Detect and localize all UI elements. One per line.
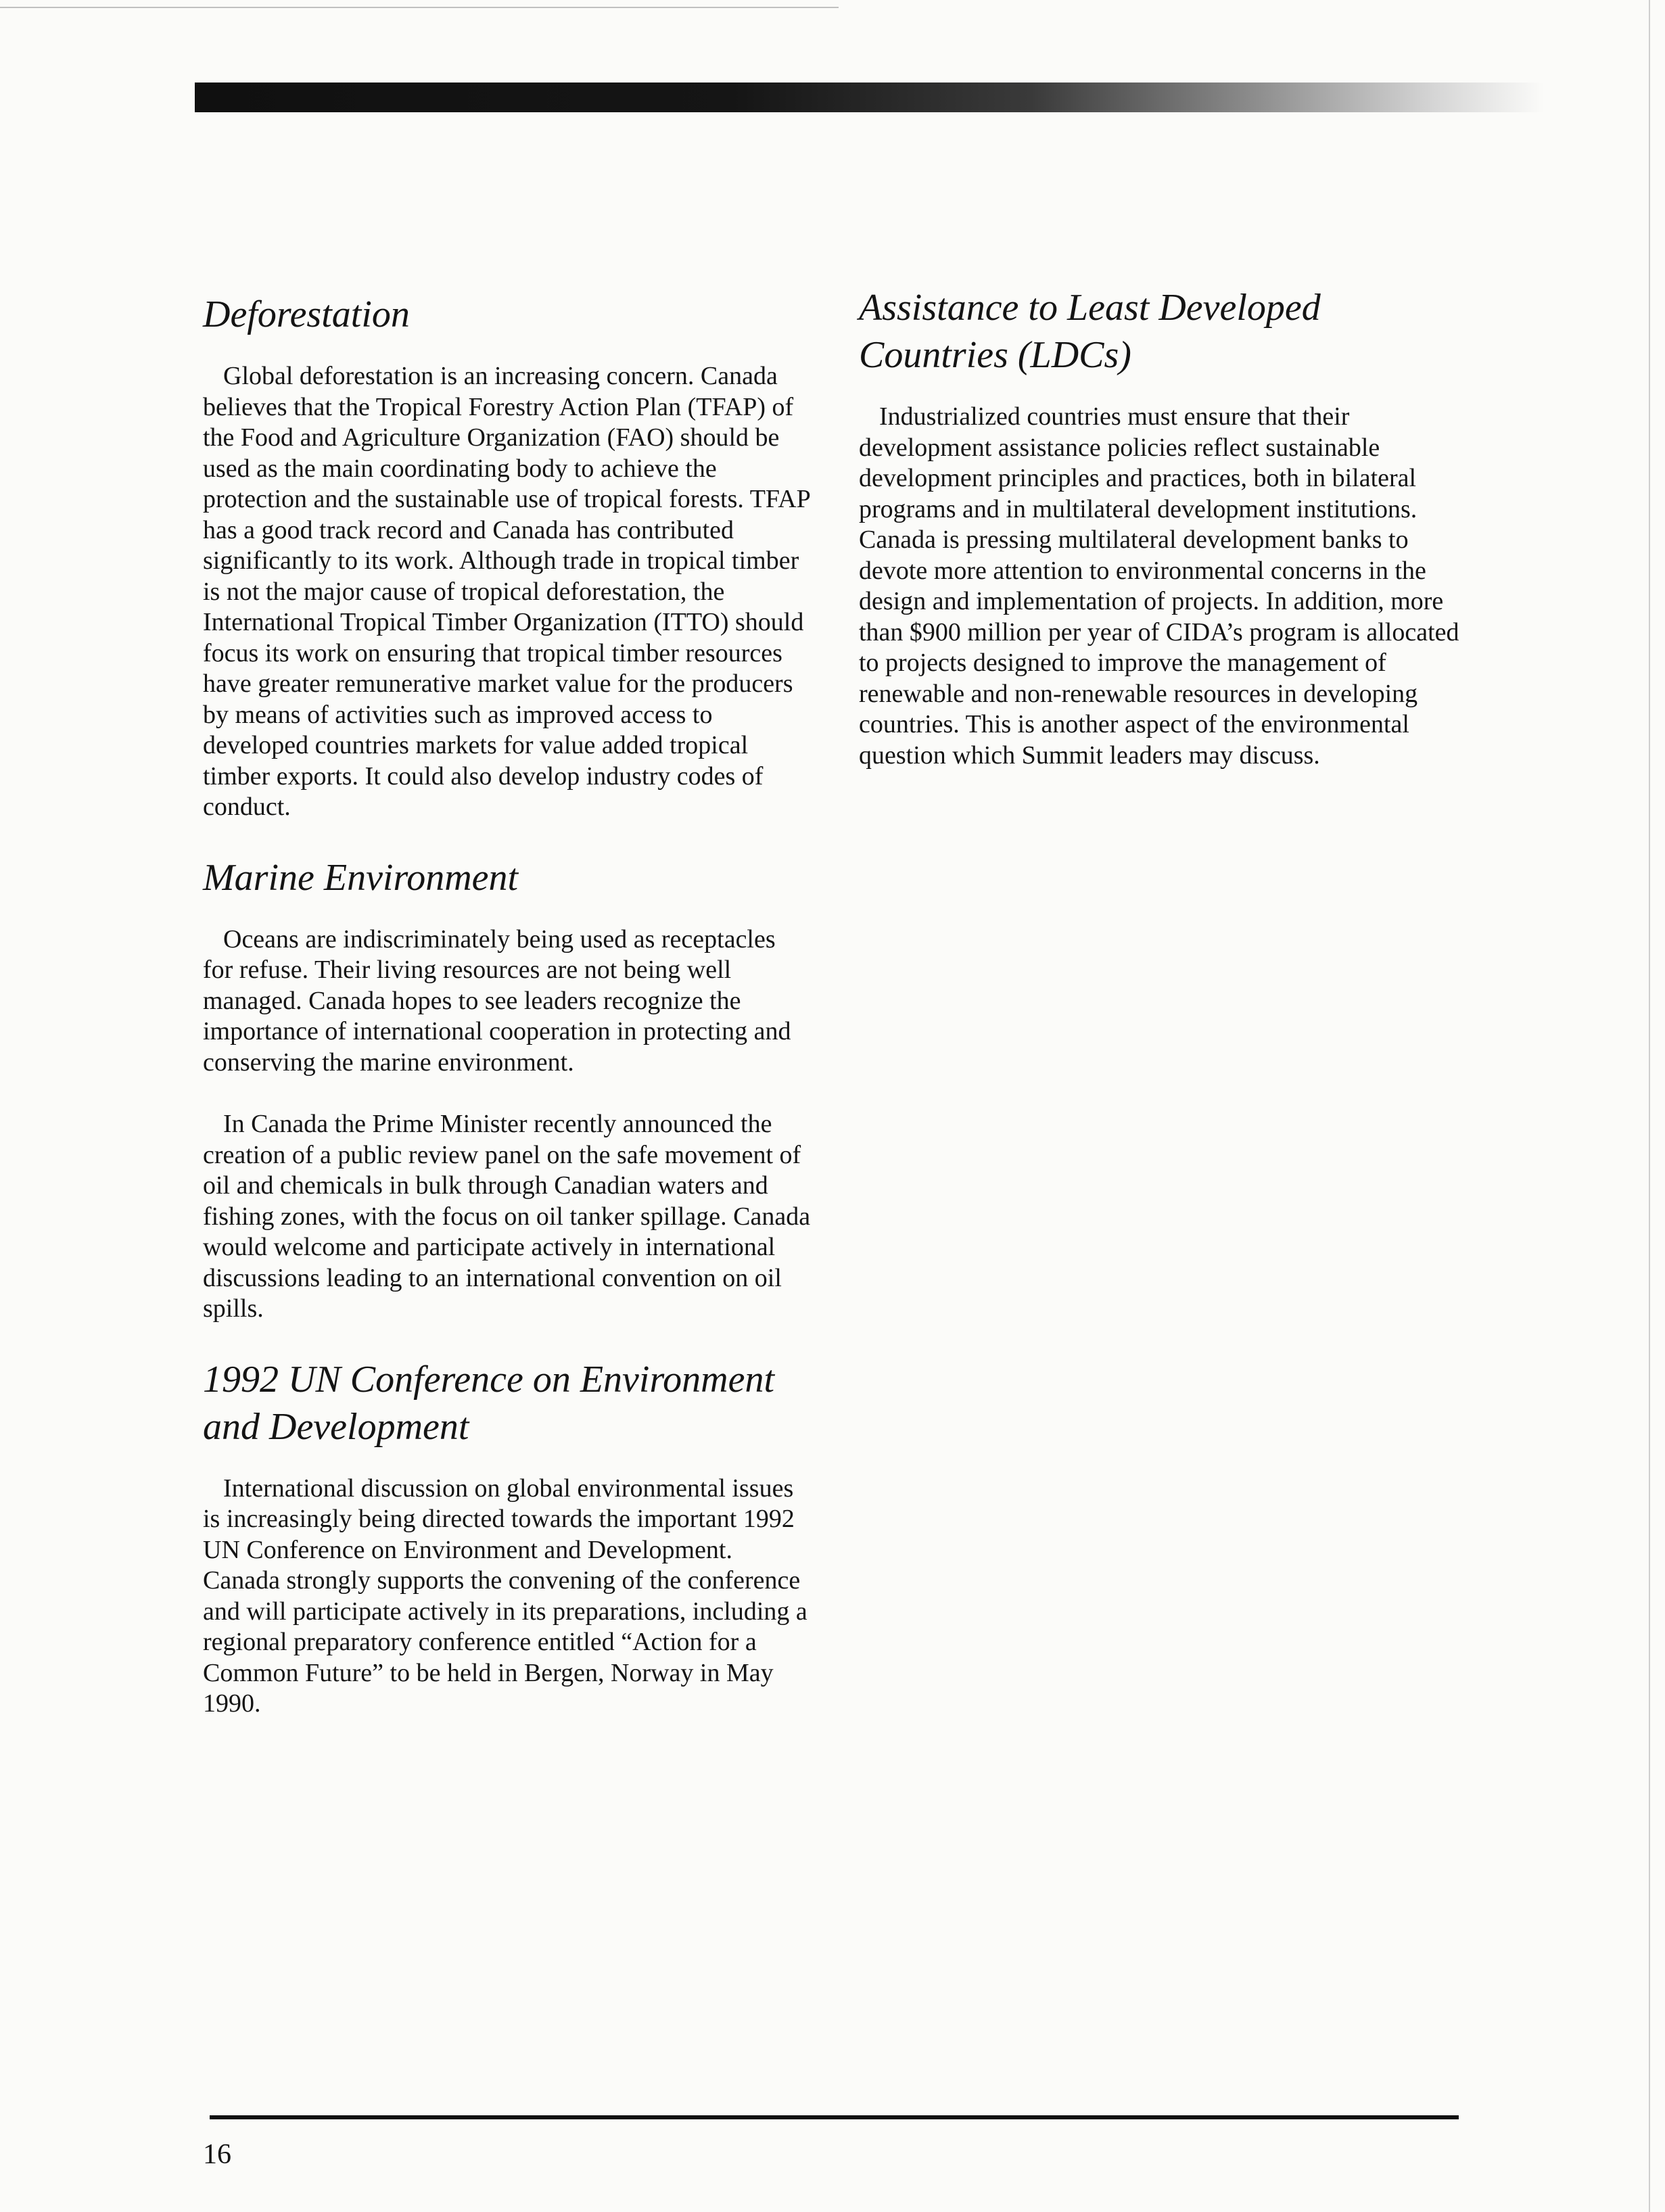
right-column	[859, 284, 1468, 802]
header-bar	[195, 83, 1544, 112]
paragraph: Global deforestation is an increasing concern. Canada believes that the Tropical Forestry Action Plan (TFAP) of the Food and Agriculture Organization (FAO) should be used as the main coordinating body to achieve the protection and the sustainable use of tropical forests. TFAP has a good track record and Canada has contributed significantly to its work. Although trade in tropical timber is not the major cause of tropical deforestation, the International Tropical Timber Organization (ITTO) should focus its work on ensuring that tropical timber resources have greater remunerative market value for the producers by means of activities such as improved access to developed countries markets for value added tropical timber exports. It could also develop industry codes of conduct.	[203, 362, 810, 821]
left-column	[203, 291, 812, 1751]
paragraph: Industrialized countries must ensure that their development assistance policies reflect sustainable development principles and practices, both in bilateral programs and in multilateral development institutions. Canada is pressing multilateral development banks to devote more attention to environmental concerns in the design and implementation of projects. In addition, more than $900 million per year of CIDA’s program is allocated to projects designed to improve the management of renewable and non-renewable resources in developing countries. This is another aspect of the environmental question which Summit leaders may discuss.	[859, 402, 1459, 770]
section-deforestation	[203, 291, 812, 823]
section-marine-environment	[203, 854, 812, 1325]
scan-edge-line	[0, 7, 839, 8]
section-heading: Marine Environment	[203, 856, 519, 899]
paragraph: Oceans are indiscriminately being used as receptacles for refuse. Their living resources are not being well managed. Canada hopes to see leaders recognize the importance of international cooperation in protecting and conserving the marine environment.	[203, 924, 791, 1077]
paragraph: In Canada the Prime Minister recently announced the creation of a public review panel on the safe movement of oil and chemicals in bulk through Canadian waters and fishing zones, with the focus on oil tanker spillage. Canada would welcome and participate actively in international discussions leading to an international convention on oil spills.	[203, 1110, 811, 1323]
section-assistance-ldcs	[859, 284, 1468, 771]
section-heading: Deforestation	[203, 293, 410, 335]
section-heading: Assistance to Least Developed Countries (LDCs)	[859, 287, 1321, 376]
section-un-conference	[203, 1356, 812, 1720]
paragraph: International discussion on global environmental issues is increasingly being directed towards the important 1992 UN Conference on Environment and Development. Canada strongly supports the convening of the conference and will participate actively in its preparations, including a regional preparatory conference entitled “Action for a Common Future” to be held in Bergen, Norway in May 1990.	[203, 1474, 807, 1718]
footer-rule	[210, 2115, 1459, 2119]
section-heading: 1992 UN Conference on Environment and Development	[203, 1358, 775, 1448]
page-number: 16	[203, 2139, 231, 2170]
scan-right-edge	[1649, 0, 1650, 2212]
